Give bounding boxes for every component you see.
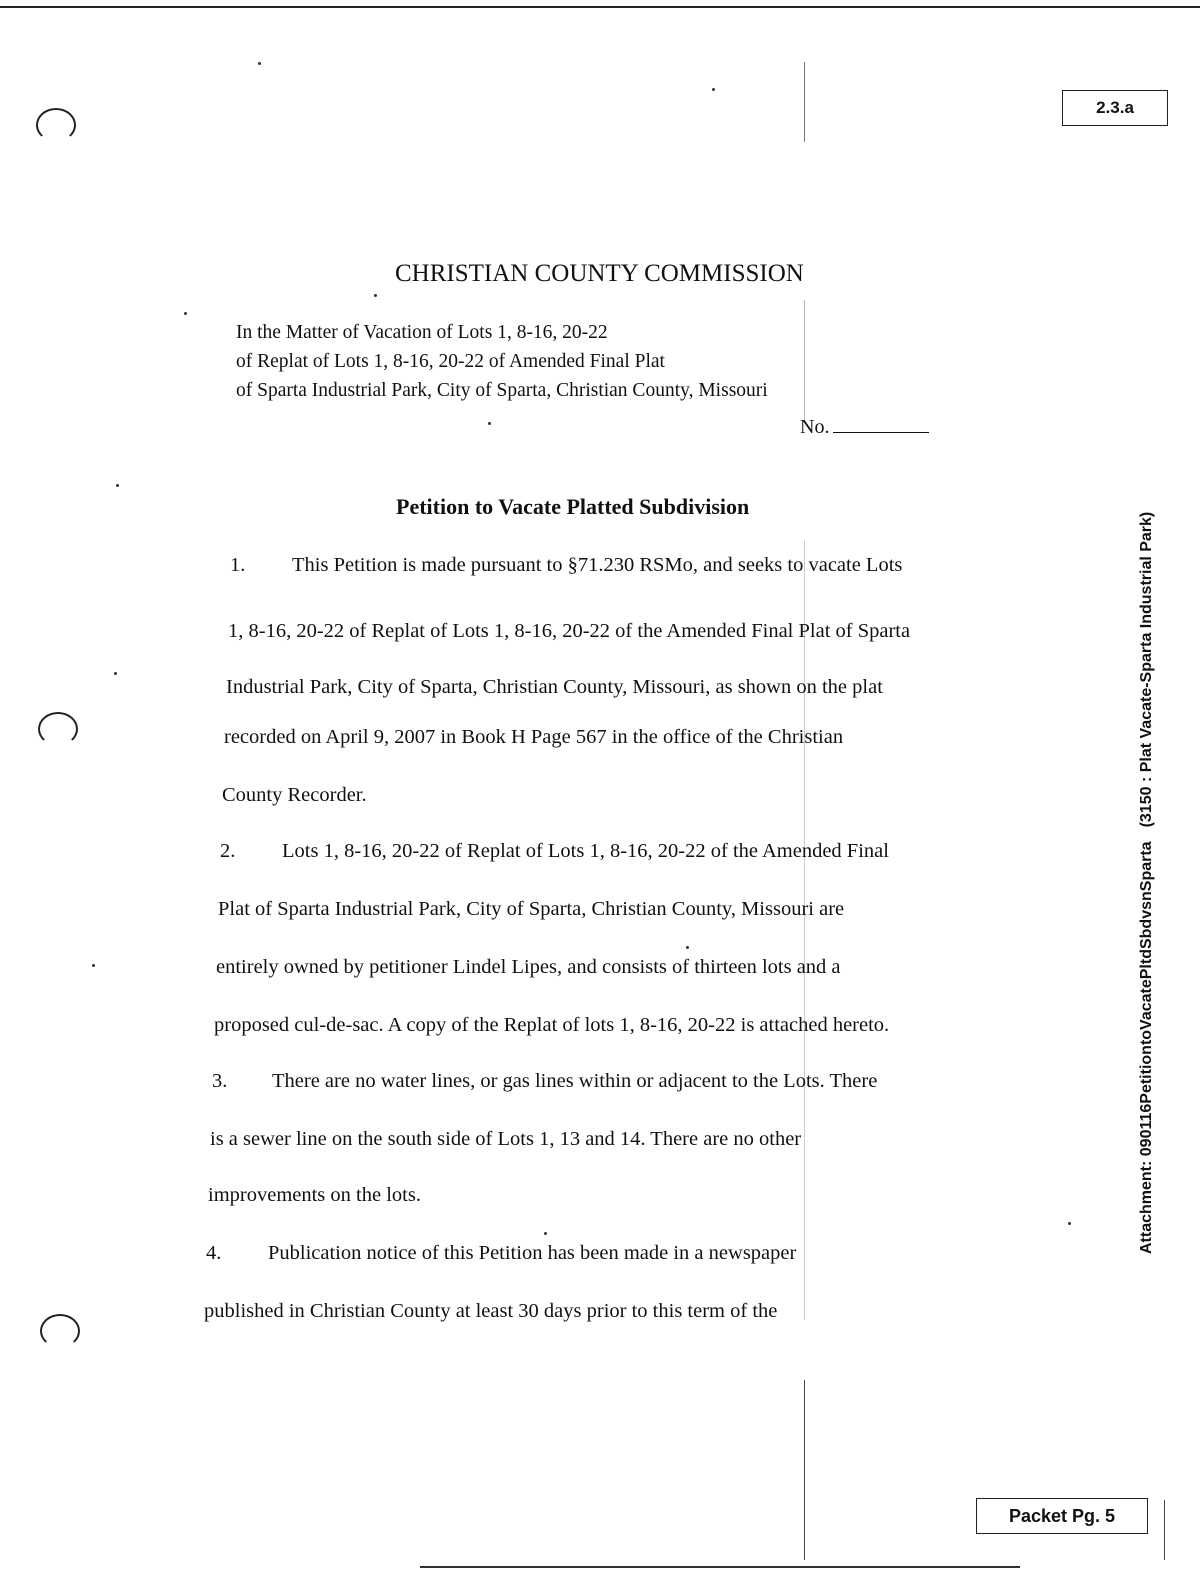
case-number-field: [800, 416, 929, 439]
scan-speck: [92, 964, 95, 967]
scan-streak: [804, 62, 805, 142]
packet-page-label: Packet Pg. 5: [976, 1498, 1148, 1534]
attachment-filename: Attachment: 090116PetitiontoVacatePltdSbdvsnSparta: [1138, 841, 1155, 1254]
scan-speck: [258, 62, 261, 65]
caption-line: of Sparta Industrial Park, City of Sparta, Christian County, Missouri: [236, 380, 768, 401]
paragraph-line: 1. This Petition is made pursuant to §71.230 RSMo, and seeks to vacate Lots: [230, 554, 903, 576]
attachment-reference: (3150 : Plat Vacate-Sparta Industrial Park): [1138, 511, 1155, 828]
scan-speck: [712, 88, 715, 91]
paragraph-line: improvements on the lots.: [208, 1184, 421, 1206]
scan-speck: [544, 1232, 547, 1235]
paragraph-number: 2.: [220, 840, 236, 862]
scan-speck: [374, 294, 377, 297]
punch-hole-icon: [36, 108, 76, 142]
paragraph-number: 1.: [230, 554, 246, 576]
paragraph-line: proposed cul-de-sac. A copy of the Replat of lots 1, 8-16, 20-22 is attached hereto.: [214, 1014, 890, 1036]
scan-speck: [116, 484, 119, 487]
scan-speck: [184, 312, 187, 315]
paragraph-line: entirely owned by petitioner Lindel Lipes, and consists of thirteen lots and a: [216, 956, 841, 978]
top-scan-border: [0, 6, 1200, 8]
scan-speck: [488, 422, 491, 425]
scan-speck: [1068, 1222, 1071, 1225]
attachment-side-note: [1138, 374, 1156, 1254]
scan-streak: [804, 1380, 805, 1560]
scan-streak: [804, 540, 805, 1320]
punch-hole-icon: [38, 712, 78, 746]
paragraph-line: 2. Lots 1, 8-16, 20-22 of Replat of Lots 1, 8-16, 20-22 of the Amended Final: [220, 840, 889, 862]
case-number-blank: [833, 432, 929, 433]
caption-line: of Replat of Lots 1, 8-16, 20-22 of Amended Final Plat: [236, 351, 665, 372]
paragraph-number: 3.: [212, 1070, 228, 1092]
paragraph-line: 1, 8-16, 20-22 of Replat of Lots 1, 8-16, 20-22 of the Amended Final Plat of Sparta: [228, 620, 911, 642]
paragraph-line: recorded on April 9, 2007 in Book H Page 567 in the office of the Christian: [224, 726, 844, 748]
scan-speck: [686, 946, 689, 949]
paragraph-line: is a sewer line on the south side of Lots 1, 13 and 14. There are no other: [210, 1128, 802, 1150]
case-number-label: No.: [800, 416, 830, 438]
caption-line: In the Matter of Vacation of Lots 1, 8-16, 20-22: [236, 322, 608, 343]
bottom-scan-border: [420, 1566, 1020, 1568]
paragraph-line: published in Christian County at least 30 days prior to this term of the: [204, 1300, 778, 1322]
paragraph-number: 4.: [206, 1242, 222, 1264]
scan-streak: [804, 300, 805, 420]
paragraph-line: Industrial Park, City of Sparta, Christian County, Missouri, as shown on the plat: [226, 676, 883, 698]
paragraph-line: Plat of Sparta Industrial Park, City of Sparta, Christian County, Missouri are: [218, 898, 845, 920]
paragraph-line: 4. Publication notice of this Petition has been made in a newspaper: [206, 1242, 797, 1264]
punch-hole-icon: [40, 1314, 80, 1348]
scan-speck: [114, 672, 117, 675]
commission-heading: CHRISTIAN COUNTY COMMISSION: [395, 260, 804, 287]
case-caption: [236, 318, 768, 405]
paragraph-line: 3. There are no water lines, or gas lines within or adjacent to the Lots. There: [212, 1070, 878, 1092]
paragraph-line: County Recorder.: [222, 784, 367, 806]
scan-streak: [1164, 1500, 1165, 1560]
petition-title: Petition to Vacate Platted Subdivision: [396, 494, 750, 519]
agenda-item-code: 2.3.a: [1062, 90, 1168, 126]
